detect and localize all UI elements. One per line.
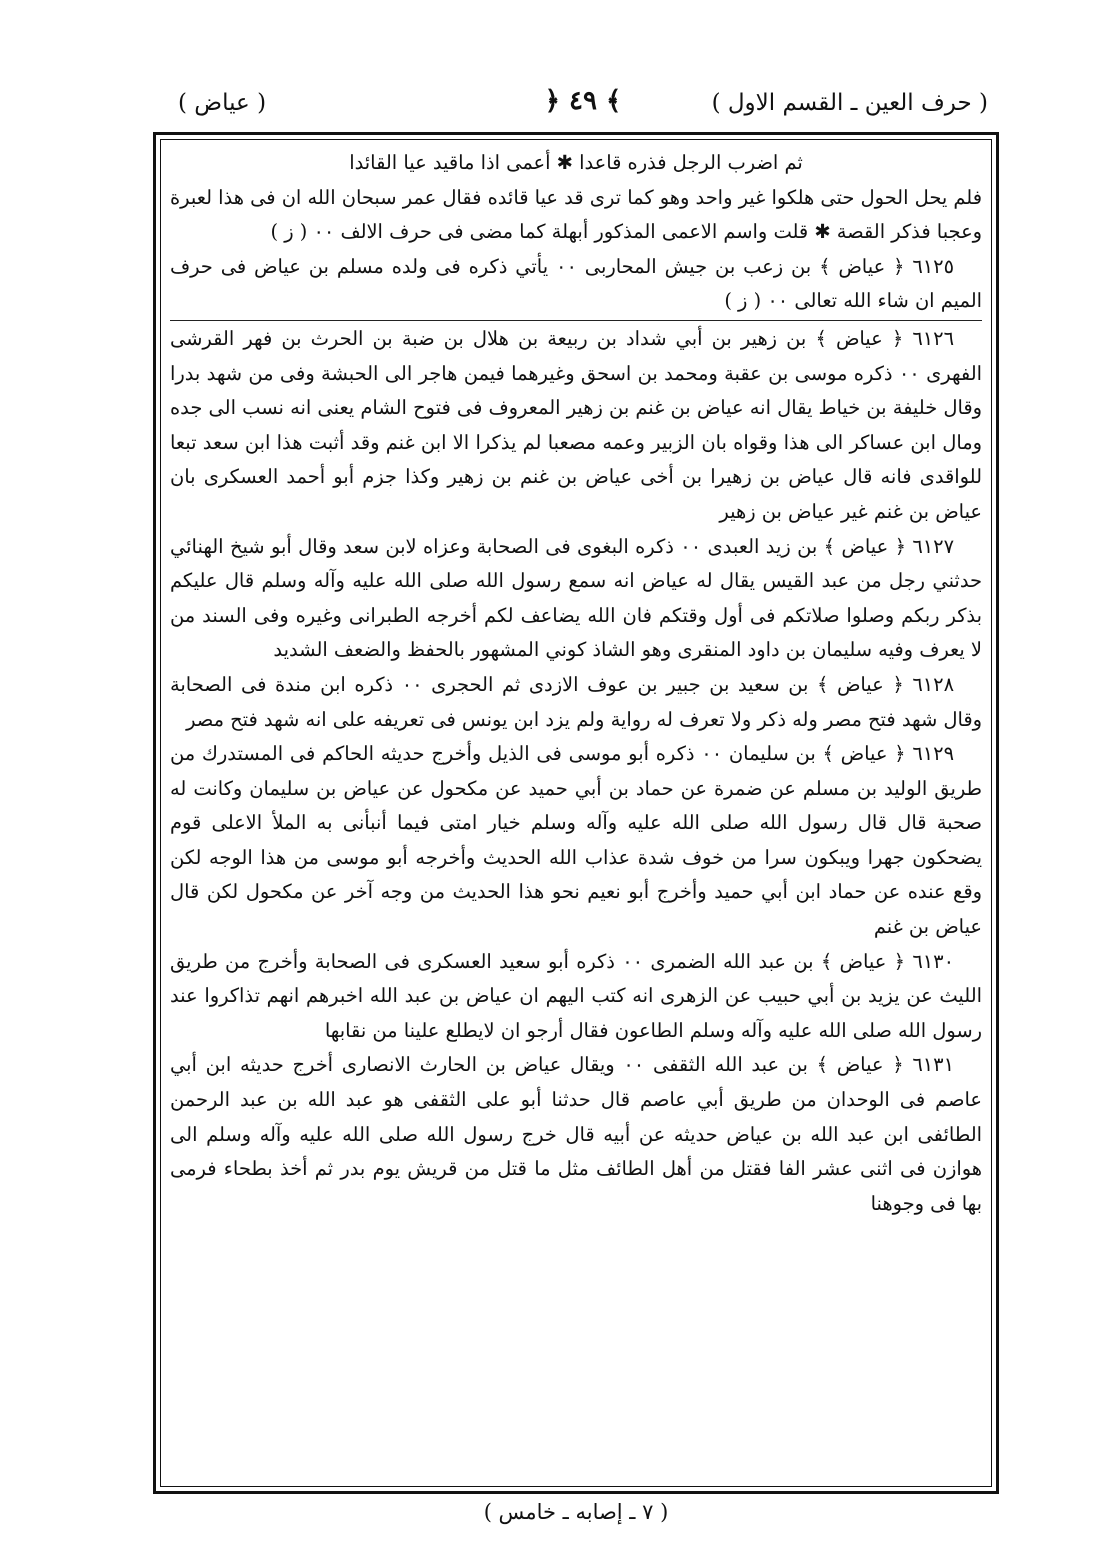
entry-6129: ٦١٢٩ ﴿ عياض ﴾ بن سليمان ٠٠ ذكره أبو موسى فى الذيل وأخرج حديثه الحاكم فى المستدرك من طريق الوليد بن مسلم عن ضمرة عن حماد بن أبي حميد عن مكحول عن عياض بن سليمان وكانت له صحبة قال قال رسول الله صلى الله عليه وآله وسلم خيار امتى فيما أنبأنى به الملأ الاعلى قوم يضحكون جهرا ويبكون سرا من خوف شدة عذاب الله الحديث وأخرجه أبو موسى من هذا الوجه لكن وقع عنده عن حماد ابن أبي حميد وأخرج أبو نعيم نحو هذا الحديث من وجه آخر عن مكحول لكن قال عياض بن غنم <box>170 742 982 939</box>
paragraph: فلم يحل الحول حتى هلكوا غير واحد وهو كما ترى قد عيا قائده فقال عمر سبحان الله ان فى هذا لعبرة وعجبا فذكر القصة ✱ قلت واسم الاعمى المذكور أبهلة كما مضى فى حرف الالف ٠٠ ( ز ) <box>170 185 982 244</box>
page-footer: ( ٧ ـ إصابه ـ خامس ) <box>483 1500 669 1524</box>
entry-6128: ٦١٢٨ ﴿ عياض ﴾ بن سعيد بن جبير بن عوف الازدى ثم الحجرى ٠٠ ذكره ابن مندة فى الصحابة وقال شهد فتح مصر وله ذكر ولا تعرف له رواية ولم يزد ابن يونس فى تعريفه على انه شهد فتح مصر <box>170 672 982 731</box>
entry-6130: ٦١٣٠ ﴿ عياض ﴾ بن عبد الله الضمرى ٠٠ ذكره أبو سعيد العسكرى فى الصحابة وأخرج من طريق الليث عن يزيد بن أبي حبيب عن الزهرى انه كتب اليهم ان عياض بن عبد الله اخبرهم انهم تذاكروا عند رسول الله صلى الله عليه وآله وسلم الطاعون فقال أرجو ان لايطلع علينا من نقابها <box>170 949 982 1042</box>
page-header <box>178 82 988 128</box>
verse-line: ثم اضرب الرجل فذره قاعدا ✱ أعمى اذا ماقيد عيا القائدا <box>349 151 803 174</box>
page-number: ﴾ ٤٩ ﴿ <box>544 86 622 116</box>
entry-heading: ( عياض ) <box>178 90 267 116</box>
entry-6125: ٦١٢٥ ﴿ عياض ﴾ بن زعب بن جيش المحاربى ٠٠ يأتي ذكره فى ولده مسلم بن عياض فى حرف الميم ان شاء الله تعالى ٠٠ ( ز ) <box>170 254 982 313</box>
chapter-title: ( حرف العين ـ القسم الاول ) <box>711 90 988 116</box>
entry-6127: ٦١٢٧ ﴿ عياض ﴾ بن زيد العبدى ٠٠ ذكره البغوى فى الصحابة وعزاه لابن سعد وقال أبو شيخ الهنائي حدثني رجل من عبد القيس يقال له عياض انه سمع رسول الله صلى الله عليه وآله وسلم قال عليكم بذكر ربكم وصلوا صلاتكم فى أول وقتكم فان الله يضاعف لكم أخرجه الطبرانى وغيره وفى السند من لا يعرف وفيه سليمان بن داود المنقرى وهو الشاذ كوني المشهور بالحفظ والضعف الشديد <box>170 534 982 662</box>
entry-6131: ٦١٣١ ﴿ عياض ﴾ بن عبد الله الثقفى ٠٠ ويقال عياض بن الحارث الانصارى أخرج حديثه ابن أبي عاصم فى الوحدان من طريق أبي عاصم قال حدثنا أبو على الثقفى هو عبد الله بن عبد الرحمن الطائفى ابن عبد الله بن عياض حديثه عن أبيه قال خرج رسول الله صلى الله عليه وآله وسلم الى هوازن فى اثنى عشر الفا فقتل من أهل الطائف مثل ما قتل من قريش يوم بدر ثم أخذ بطحاء فرمى بها فى وجوهنا <box>170 1053 982 1215</box>
page-body <box>170 146 982 1481</box>
entry-6126: ٦١٢٦ ﴿ عياض ﴾ بن زهير بن أبي شداد بن ربيعة بن هلال بن ضبة بن الحرث بن فهر القرشى الفهرى ٠٠ ذكره موسى بن عقبة ومحمد بن اسحق وغيرهما فيمن هاجر الى الحبشة وفى من شهد بدرا وقال خليفة بن خياط يقال انه عياض بن غنم بن زهير المعروف فى فتوح الشام يعنى انه نسب الى جده ومال ابن عساكر الى هذا وقواه بان الزبير وعمه مصعبا لم يذكرا الا ابن غنم وقد أثبت هذا ابن سعد تبعا للواقدى فانه قال عياض بن زهيرا بن أخى عياض بن غنم بن زهير وكذا جزم أبو أحمد العسكرى بان عياض بن غنم غير عياض بن زهير <box>170 320 982 530</box>
